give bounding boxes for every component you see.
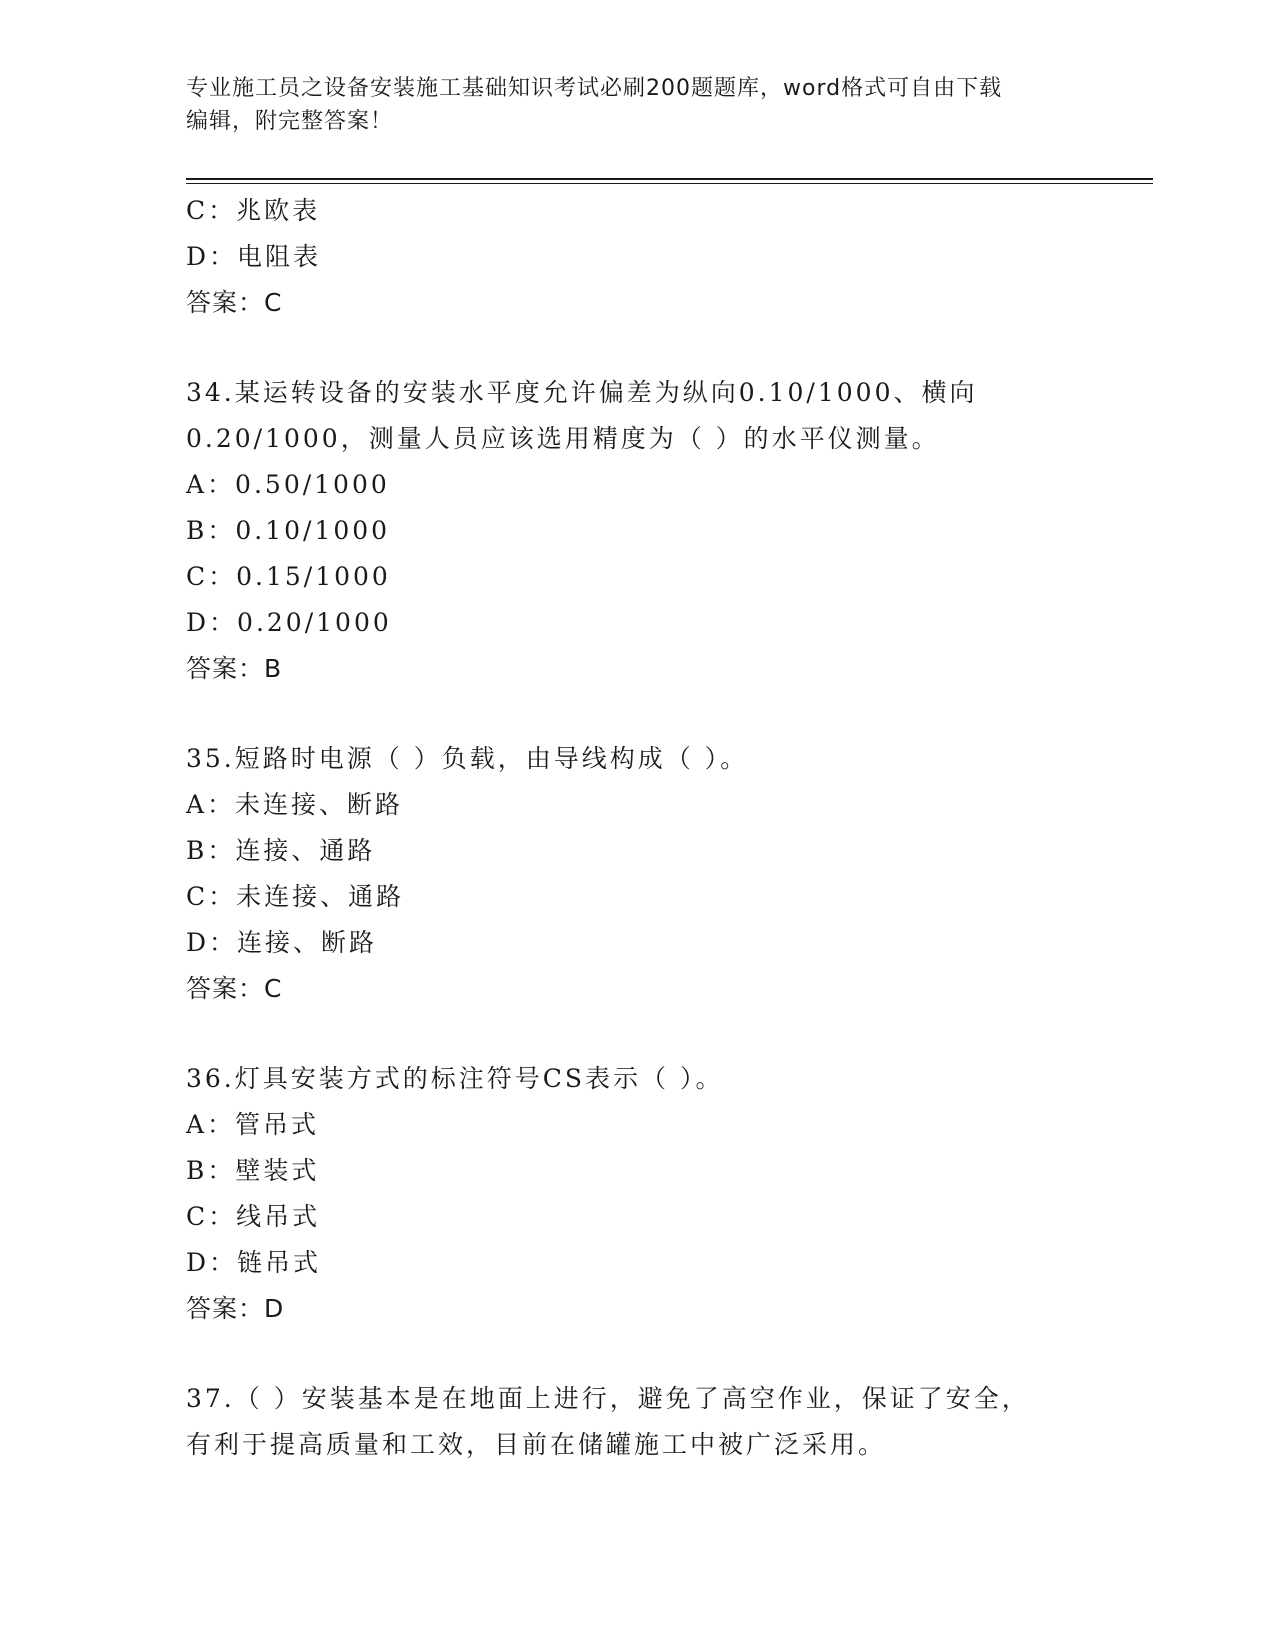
question-stem-line-1: 35.短路时电源（ ）负载，由导线构成（ ）。 bbox=[186, 744, 749, 773]
option-c: C：0.15/1000 bbox=[186, 562, 391, 591]
question-34 bbox=[186, 370, 1086, 692]
option-d: D：连接、断路 bbox=[186, 928, 378, 957]
header-divider-thin bbox=[186, 183, 1153, 184]
question-stem-line-1: 37.（ ）安装基本是在地面上进行，避免了高空作业，保证了安全， bbox=[186, 1384, 1030, 1413]
answer-line: 答案：B bbox=[186, 654, 283, 683]
option-c: C：兆欧表 bbox=[186, 196, 321, 225]
document-header bbox=[186, 72, 1066, 138]
option-a: A：未连接、断路 bbox=[186, 790, 404, 819]
question-33 bbox=[186, 188, 1086, 326]
option-a: A：管吊式 bbox=[186, 1110, 320, 1139]
answer-line: 答案：C bbox=[186, 288, 283, 317]
question-spacer bbox=[186, 326, 1086, 370]
question-36 bbox=[186, 1056, 1086, 1332]
option-d: D：0.20/1000 bbox=[186, 608, 392, 637]
header-divider-thick bbox=[186, 178, 1153, 180]
question-35 bbox=[186, 736, 1086, 1012]
question-stem-line-1: 34.某运转设备的安装水平度允许偏差为纵向0.10/1000、横向 bbox=[186, 378, 978, 407]
question-stem-line-2: 有利于提高质量和工效，目前在储罐施工中被广泛采用。 bbox=[186, 1430, 887, 1459]
question-stem-line-2: 0.20/1000，测量人员应该选用精度为（ ）的水平仪测量。 bbox=[186, 424, 940, 453]
option-b: B：0.10/1000 bbox=[186, 516, 391, 545]
question-spacer bbox=[186, 1012, 1086, 1056]
header-title-line-2: 编辑，附完整答案！ bbox=[186, 109, 394, 134]
header-title-line-1: 专业施工员之设备安装施工基础知识考试必刷200题题库，word格式可自由下载 bbox=[186, 76, 1003, 101]
document-body bbox=[186, 188, 1086, 1468]
question-stem-line-1: 36.灯具安装方式的标注符号CS表示（ ）。 bbox=[186, 1064, 724, 1093]
option-b: B：连接、通路 bbox=[186, 836, 376, 865]
option-d: D：链吊式 bbox=[186, 1248, 322, 1277]
option-c: C：未连接、通路 bbox=[186, 882, 405, 911]
answer-line: 答案：C bbox=[186, 974, 283, 1003]
option-b: B：壁装式 bbox=[186, 1156, 320, 1185]
answer-line: 答案：D bbox=[186, 1294, 285, 1323]
question-spacer bbox=[186, 692, 1086, 736]
option-d: D：电阻表 bbox=[186, 242, 322, 271]
option-a: A：0.50/1000 bbox=[186, 470, 390, 499]
question-spacer bbox=[186, 1332, 1086, 1376]
option-c: C：线吊式 bbox=[186, 1202, 321, 1231]
question-37 bbox=[186, 1376, 1086, 1468]
